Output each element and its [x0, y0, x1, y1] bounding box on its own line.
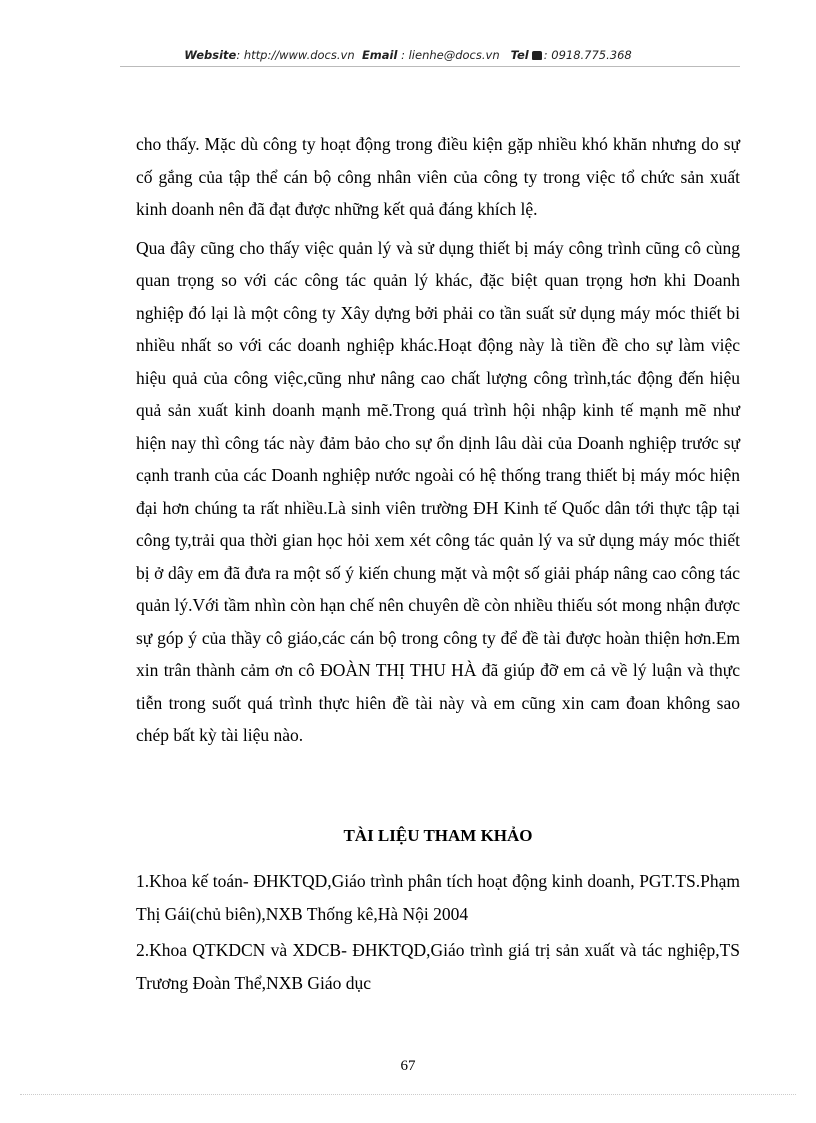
phone-icon [532, 51, 542, 60]
reference-item: 2.Khoa QTKDCN và XDCB- ĐHKTQD,Giáo trình giá trị sản xuất và tác nghiệp,TS Trương Đoàn Thể,NXB Giáo dục [136, 940, 740, 993]
header-divider [120, 66, 740, 67]
paragraph: cho thấy. Mặc dù công ty hoạt động trong điều kiện gặp nhiều khó khăn nhưng do sự cố gắng của tập thể cán bộ công nhân viên của công ty trong việc tổ chức sản xuất kinh doanh nên đã đạt được những kết quả đáng khích lệ. [136, 134, 740, 219]
page-number: 67 [400, 1058, 416, 1074]
page-header [0, 48, 816, 62]
body-text [136, 128, 740, 758]
email-label: Email [361, 48, 398, 62]
website-label: Website [184, 48, 237, 62]
tel-label: Tel [510, 48, 529, 62]
footer-divider [20, 1094, 796, 1095]
tel-value: : 0918.775.368 [543, 48, 632, 62]
email-link[interactable]: : lienhe@docs.vn [401, 48, 500, 62]
references-title: TÀI LIỆU THAM KHẢO [343, 826, 533, 845]
references-list [136, 865, 740, 1003]
reference-item: 1.Khoa kế toán- ĐHKTQD,Giáo trình phân tích hoạt động kinh doanh, PGT.TS.Phạm Thị Gái(chủ biên),NXB Thống kê,Hà Nội 2004 [136, 871, 740, 924]
website-link[interactable]: : http://www.docs.vn [236, 48, 355, 62]
paragraph: Qua đây cũng cho thấy việc quản lý và sử dụng thiết bị máy công trình cũng cô cùng quan trọng so với các công tác quản lý khác, đặc biệt quan trọng hơn khi Doanh nghiệp đó lại là một công ty Xây dựng bởi phải co tần suất sử dụng máy móc thiết bi nhiều nhất so với các doanh nghiệp khác.Hoạt động này là tiền đề cho sự làm việc hiệu quả của công việc,cũng như nâng cao chất lượng công trình,tác động đến hiệu quả sản xuất kinh doanh mạnh mẽ.Trong quá trình hội nhập kinh tế mạnh mẽ như hiện nay thì công tác này đảm bảo cho sự ổn dịnh lâu dài của Doanh nghiệp trước sự cạnh tranh của các Doanh nghiệp nước ngoài có hệ thống trang thiết bị máy móc hiện đại hơn chúng ta rất nhiều.Là sinh viên trường ĐH Kinh tế Quốc dân tới thực tập tại công ty,trải qua thời gian học hỏi xem xét công tác quản lý va sử dụng máy móc thiết bị ở dây em đã đưa ra một số ý kiến chung mặt và một số giải pháp nâng cao công tác quản lý.Với tầm nhìn còn hạn chế nên chuyên dề còn nhiều thiếu sót mong nhận được sự góp ý của thầy cô giáo,các cán bộ trong công ty để đề tài được hoàn thiện hơn.Em xin trân thành cảm ơn cô ĐOÀN THỊ THU HÀ đã giúp đỡ em cả về lý luận và thực tiễn trong suốt quá trình thực hiên đề tài này và em cũng xin cam đoan không sao chép bất kỳ tài liệu nào. [136, 237, 740, 745]
